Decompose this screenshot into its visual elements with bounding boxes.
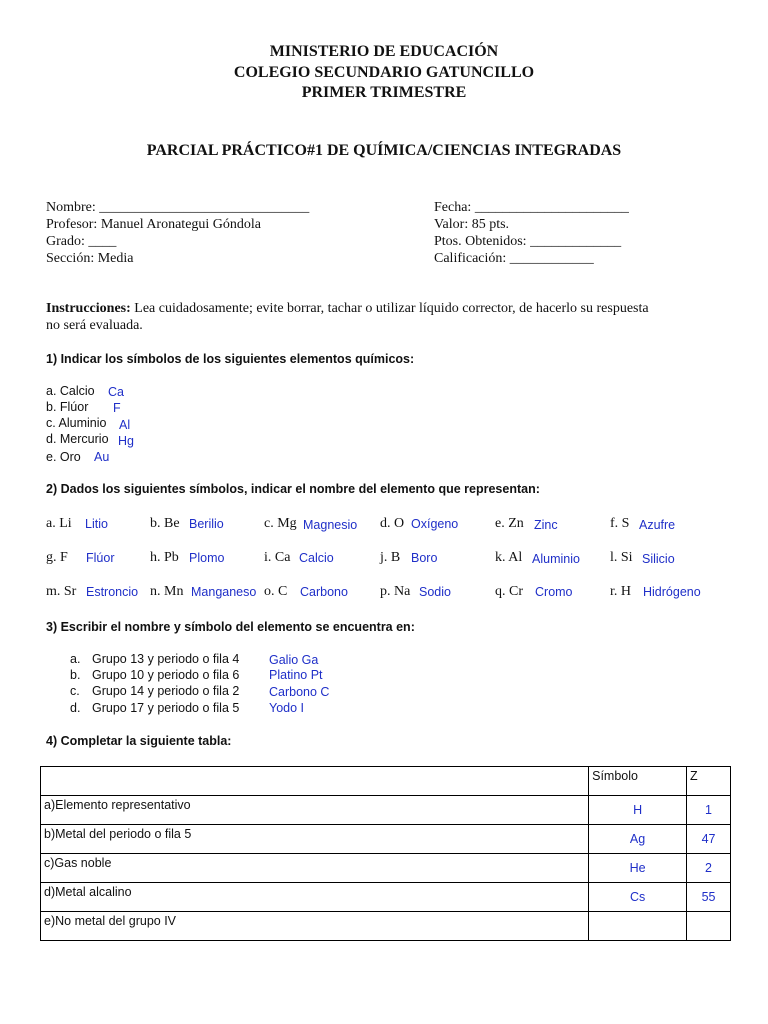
table-row-label: a)Elemento representativo — [41, 796, 589, 825]
q3-item-letter: c. — [70, 684, 80, 698]
q3-item-text: Grupo 17 y periodo o fila 5 — [92, 701, 240, 715]
table-row — [41, 825, 731, 854]
question-1-title: 1) Indicar los símbolos de los siguientes elementos químicos: — [46, 352, 415, 366]
table-row-symbol: Cs — [589, 883, 687, 912]
table-row — [41, 912, 731, 941]
q2-symbol: m. Sr — [46, 584, 77, 599]
instructions-line1 — [46, 301, 649, 317]
q2-answer: Litio — [85, 517, 108, 531]
q1-item-label: d. Mercurio — [46, 432, 109, 446]
q2-symbol: n. Mn — [150, 584, 184, 599]
table-row-z: 47 — [687, 825, 731, 854]
q2-answer: Zinc — [534, 518, 558, 532]
q2-symbol: k. Al — [495, 550, 523, 565]
q1-item-answer: Ca — [108, 385, 124, 399]
q2-answer: Estroncio — [86, 585, 139, 599]
q2-answer: Azufre — [639, 518, 676, 532]
table-row-symbol: He — [589, 854, 687, 883]
q2-answer: Aluminio — [532, 552, 580, 566]
q2-symbol: j. B — [380, 550, 401, 565]
q1-item-label: e. Oro — [46, 450, 81, 464]
seccion-field: Sección: Media — [46, 251, 134, 266]
grado-field: Grado: ____ — [46, 234, 117, 249]
q3-item-text: Grupo 10 y periodo o fila 6 — [92, 668, 240, 682]
q1-item-label: a. Calcio — [46, 384, 95, 398]
instructions-line2: no será evaluada. — [46, 318, 143, 333]
q2-symbol: d. O — [380, 516, 405, 531]
q1-item-answer: Au — [94, 450, 110, 464]
table-row — [41, 796, 731, 825]
q3-item-letter: b. — [70, 668, 81, 682]
table-row-z: 1 — [687, 796, 731, 825]
q2-answer: Oxígeno — [411, 517, 459, 531]
question-2-title: 2) Dados los siguientes símbolos, indicar el nombre del elemento que representan: — [46, 482, 540, 496]
q2-symbol: a. Li — [46, 516, 72, 531]
calificacion-field: Calificación: ____________ — [434, 251, 594, 266]
q2-answer: Boro — [411, 551, 438, 565]
ministry-heading: MINISTERIO DE EDUCACIÓN — [269, 43, 499, 60]
table-row-symbol: H — [589, 796, 687, 825]
q2-symbol: h. Pb — [150, 550, 179, 565]
table-row-z — [687, 912, 731, 941]
table-row-symbol — [589, 912, 687, 941]
q1-item-label: c. Aluminio — [46, 416, 107, 430]
q2-answer: Carbono — [300, 585, 348, 599]
q2-symbol: b. Be — [150, 516, 180, 531]
table-row — [41, 883, 731, 912]
instructions-label: Instrucciones: — [46, 301, 131, 316]
nombre-field: Nombre: ______________________________ — [46, 200, 310, 215]
table-row — [41, 854, 731, 883]
q2-answer: Flúor — [86, 551, 115, 565]
table-header-cell — [41, 767, 589, 796]
q2-symbol: l. Si — [610, 550, 633, 565]
q3-item-text: Grupo 13 y periodo o fila 4 — [92, 652, 240, 666]
q2-answer: Berilio — [189, 517, 224, 531]
q3-item-letter: a. — [70, 652, 81, 666]
table-header-z: Z — [687, 767, 731, 796]
q2-answer: Silicio — [642, 552, 675, 566]
q2-answer: Plomo — [189, 551, 225, 565]
q2-symbol: q. Cr — [495, 584, 523, 599]
q2-symbol: p. Na — [380, 584, 411, 599]
q2-symbol: r. H — [610, 584, 631, 599]
q3-item-text: Grupo 14 y periodo o fila 2 — [92, 684, 240, 698]
q2-answer: Sodio — [419, 585, 451, 599]
q3-item-answer: Platino Pt — [269, 668, 323, 682]
table-row-label: c)Gas noble — [41, 854, 589, 883]
exam-title: PARCIAL PRÁCTICO#1 DE QUÍMICA/CIENCIAS INTEGRADAS — [146, 142, 622, 159]
question-4-title: 4) Completar la siguiente tabla: — [46, 734, 232, 748]
q2-symbol: o. C — [264, 584, 288, 599]
question-3-title: 3) Escribir el nombre y símbolo del elemento se encuentra en: — [46, 620, 415, 634]
q2-answer: Magnesio — [303, 518, 358, 532]
table-row-z: 2 — [687, 854, 731, 883]
table-row-label: e)No metal del grupo IV — [41, 912, 589, 941]
q3-item-answer: Galio Ga — [269, 653, 319, 667]
q3-item-answer: Yodo I — [269, 701, 304, 715]
q3-item-letter: d. — [70, 701, 81, 715]
table-row-label: d)Metal alcalino — [41, 883, 589, 912]
table-row-symbol: Ag — [589, 825, 687, 854]
table-header-symbol: Símbolo — [589, 767, 687, 796]
profesor-field: Profesor: Manuel Aronategui Góndola — [46, 217, 262, 232]
q2-symbol: e. Zn — [495, 516, 524, 531]
fecha-field: Fecha: ______________________ — [434, 200, 629, 215]
trimester-heading: PRIMER TRIMESTRE — [301, 84, 467, 101]
q2-answer: Hidrógeno — [643, 585, 701, 599]
q2-answer: Cromo — [535, 585, 573, 599]
ptos-field: Ptos. Obtenidos: _____________ — [434, 234, 622, 249]
q2-symbol: g. F — [46, 550, 68, 565]
instructions-text: Lea cuidadosamente; evite borrar, tachar o utilizar líquido corrector, de hacerlo su respuesta — [134, 301, 649, 316]
school-heading: COLEGIO SECUNDARIO GATUNCILLO — [233, 64, 535, 81]
q2-symbol: f. S — [610, 516, 630, 531]
valor-field: Valor: 85 pts. — [434, 217, 510, 232]
q1-item-answer: Al — [119, 418, 131, 432]
table-row-z: 55 — [687, 883, 731, 912]
table-header-row — [41, 767, 731, 796]
q1-item-answer: F — [113, 401, 121, 415]
q1-item-answer: Hg — [118, 434, 134, 448]
q2-answer: Calcio — [299, 551, 334, 565]
q2-symbol: c. Mg — [264, 516, 297, 531]
q2-answer: Manganeso — [191, 585, 257, 599]
q2-symbol: i. Ca — [264, 550, 291, 565]
q3-item-answer: Carbono C — [269, 685, 330, 699]
table-row-label: b)Metal del periodo o fila 5 — [41, 825, 589, 854]
q1-item-label: b. Flúor — [46, 400, 89, 414]
elements-table — [40, 766, 731, 941]
